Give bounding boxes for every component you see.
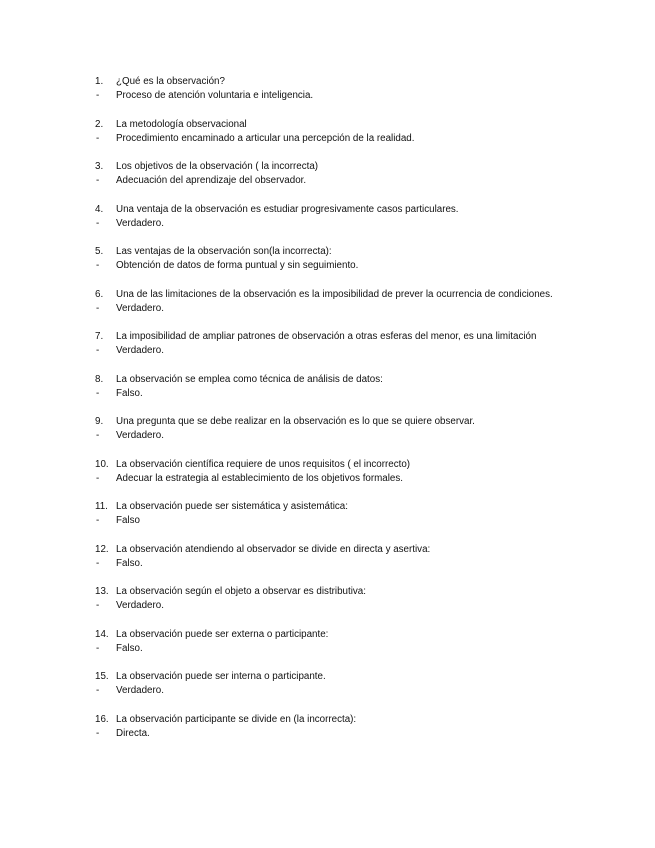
answer-text: Verdadero. xyxy=(116,217,164,229)
question-item-3 xyxy=(95,160,595,188)
question-item-10 xyxy=(95,458,595,486)
answer-bullet: - xyxy=(96,515,100,526)
question-number: 15. xyxy=(95,671,109,682)
question-number: 14. xyxy=(95,628,109,640)
question-item-14 xyxy=(95,628,595,656)
answer-text: Falso xyxy=(116,515,140,526)
answer-bullet: - xyxy=(96,430,100,441)
answer-bullet: - xyxy=(96,472,100,484)
answer-text: Falso. xyxy=(116,642,143,654)
question-text: Una ventaja de la observación es estudiar progresivamente casos particulares. xyxy=(116,203,459,215)
question-item-6 xyxy=(95,288,595,316)
answer-text: Obtención de datos de forma puntual y sin seguimiento. xyxy=(116,260,359,271)
question-text: La imposibilidad de ampliar patrones de observación a otras esferas del menor, es una limitación xyxy=(116,331,537,342)
answer-text: Verdadero. xyxy=(116,600,164,611)
question-text: Una pregunta que se debe realizar en la observación es lo que se quiere observar. xyxy=(116,416,475,427)
question-text: La observación se emplea como técnica de análisis de datos: xyxy=(116,373,383,385)
question-number: 3. xyxy=(95,161,104,172)
question-number: 16. xyxy=(95,713,109,725)
question-number: 7. xyxy=(95,331,104,342)
question-item-16 xyxy=(95,713,595,741)
question-text: La observación puede ser interna o participante. xyxy=(116,671,326,682)
answer-text: Directa. xyxy=(116,727,150,739)
question-item-11 xyxy=(95,500,595,528)
question-item-9 xyxy=(95,415,595,443)
question-text: La observación atendiendo al observador se divide en directa y asertiva: xyxy=(116,543,431,555)
question-item-5 xyxy=(95,245,595,273)
question-text: La observación puede ser sistemática y asistemática: xyxy=(116,501,348,512)
answer-text: Verdadero. xyxy=(116,685,164,696)
question-text: La observación científica requiere de unos requisitos ( el incorrecto) xyxy=(116,458,411,470)
question-number: 5. xyxy=(95,246,104,257)
question-text: La observación participante se divide en (la incorrecta): xyxy=(116,713,357,725)
question-text: ¿Qué es la observación? xyxy=(116,76,225,87)
answer-bullet: - xyxy=(96,175,100,186)
answer-text: Adecuar la estrategia al establecimiento de los objetivos formales. xyxy=(116,472,403,484)
question-item-8 xyxy=(95,373,595,401)
question-item-13 xyxy=(95,585,595,613)
answer-text: Verdadero. xyxy=(116,302,164,314)
question-item-1 xyxy=(95,75,595,103)
question-text: La metodología observacional xyxy=(116,118,247,130)
answer-text: Adecuación del aprendizaje del observador. xyxy=(116,175,307,186)
answer-text: Verdadero. xyxy=(116,345,164,356)
answer-bullet: - xyxy=(96,727,100,739)
question-text: Una de las limitaciones de la observación es la imposibilidad de prever la ocurrencia de condiciones. xyxy=(116,288,553,300)
answer-bullet: - xyxy=(96,557,100,569)
answer-text: Procedimiento encaminado a articular una percepción de la realidad. xyxy=(116,132,415,144)
question-number: 12. xyxy=(95,543,109,555)
question-text: La observación según el objeto a observar es distributiva: xyxy=(116,586,366,597)
question-number: 10. xyxy=(95,458,109,470)
answer-bullet: - xyxy=(96,132,100,144)
answer-text: Verdadero. xyxy=(116,430,164,441)
question-number: 9. xyxy=(95,416,104,427)
answer-bullet: - xyxy=(96,90,100,101)
answer-bullet: - xyxy=(96,302,100,314)
question-text: La observación puede ser externa o participante: xyxy=(116,628,329,640)
question-number: 8. xyxy=(95,373,104,385)
answer-bullet: - xyxy=(96,217,100,229)
answer-bullet: - xyxy=(96,387,100,399)
question-item-15 xyxy=(95,670,595,698)
question-list xyxy=(95,75,595,755)
question-number: 13. xyxy=(95,586,109,597)
answer-text: Proceso de atención voluntaria e inteligencia. xyxy=(116,90,314,101)
question-text: Los objetivos de la observación ( la incorrecta) xyxy=(116,161,319,172)
answer-bullet: - xyxy=(96,685,100,696)
question-item-7 xyxy=(95,330,595,358)
question-number: 1. xyxy=(95,76,104,87)
question-number: 6. xyxy=(95,288,104,300)
answer-bullet: - xyxy=(96,345,100,356)
question-item-2 xyxy=(95,118,595,146)
answer-bullet: - xyxy=(96,600,100,611)
question-item-12 xyxy=(95,543,595,571)
answer-text: Falso. xyxy=(116,387,143,399)
answer-text: Falso. xyxy=(116,557,143,569)
question-number: 11. xyxy=(95,501,108,512)
question-number: 4. xyxy=(95,203,104,215)
question-text: Las ventajas de la observación son(la incorrecta): xyxy=(116,246,332,257)
answer-bullet: - xyxy=(96,260,100,271)
question-item-4 xyxy=(95,203,595,231)
question-number: 2. xyxy=(95,118,104,130)
answer-bullet: - xyxy=(96,642,100,654)
